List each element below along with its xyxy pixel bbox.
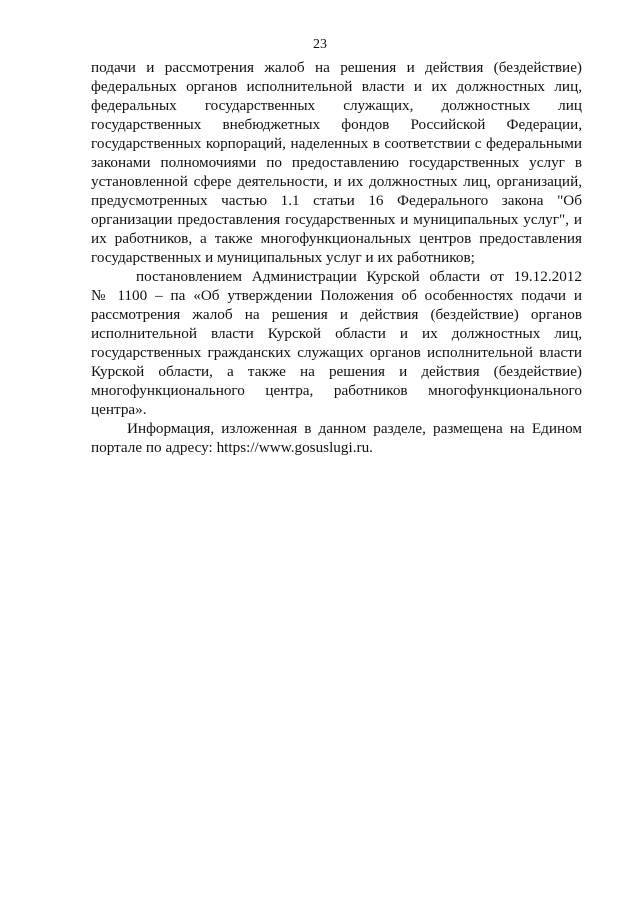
- text-line: Курской области, а также на решения и действия (бездействие): [91, 363, 582, 380]
- text-line: предусмотренных частью 1.1 статьи 16 Федерального закона "Об: [91, 192, 582, 209]
- text-line: постановлением Администрации Курской области от 19.12.2012: [136, 268, 582, 285]
- text-line: рассмотрения жалоб на решения и действия (бездействие) органов: [91, 306, 582, 323]
- text-line: федеральных государственных служащих, должностных лиц: [91, 97, 582, 114]
- paragraph-complaints-procedure: [91, 58, 582, 267]
- page-number: 23: [313, 37, 327, 52]
- text-line: № 1100 – па «Об утверждении Положения об особенностях подачи и: [91, 287, 582, 304]
- paragraph-kursk-resolution: [91, 267, 582, 419]
- text-line: государственных внебюджетных фондов Российской Федерации,: [91, 116, 582, 133]
- document-body: [91, 58, 582, 457]
- text-line: Информация, изложенная в данном разделе, размещена на Едином: [127, 420, 582, 437]
- text-line: центра».: [91, 401, 147, 418]
- text-line: их работников, а также многофункциональных центров предоставления: [91, 230, 582, 247]
- text-line: исполнительной власти Курской области и их должностных лиц,: [91, 325, 582, 342]
- text-line: организации предоставления государственных и муниципальных услуг", и: [91, 211, 582, 228]
- text-line: многофункционального центра, работников многофункционального: [91, 382, 582, 399]
- text-line: федеральных органов исполнительной власти и их должностных лиц,: [91, 78, 582, 95]
- text-line: подачи и рассмотрения жалоб на решения и действия (бездействие): [91, 59, 582, 76]
- paragraph-portal-info: [91, 419, 582, 457]
- text-line: законами полномочиями по предоставлению государственных услуг в: [91, 154, 582, 171]
- text-line: портале по адресу: https://www.gosuslugi.ru.: [91, 439, 373, 456]
- text-line: установленной сфере деятельности, и их должностных лиц, организаций,: [91, 173, 582, 190]
- text-line: государственных корпораций, наделенных в соответствии с федеральными: [91, 135, 582, 152]
- text-line: государственных и муниципальных услуг и их работников;: [91, 249, 475, 266]
- text-line: государственных гражданских служащих органов исполнительной власти: [91, 344, 582, 361]
